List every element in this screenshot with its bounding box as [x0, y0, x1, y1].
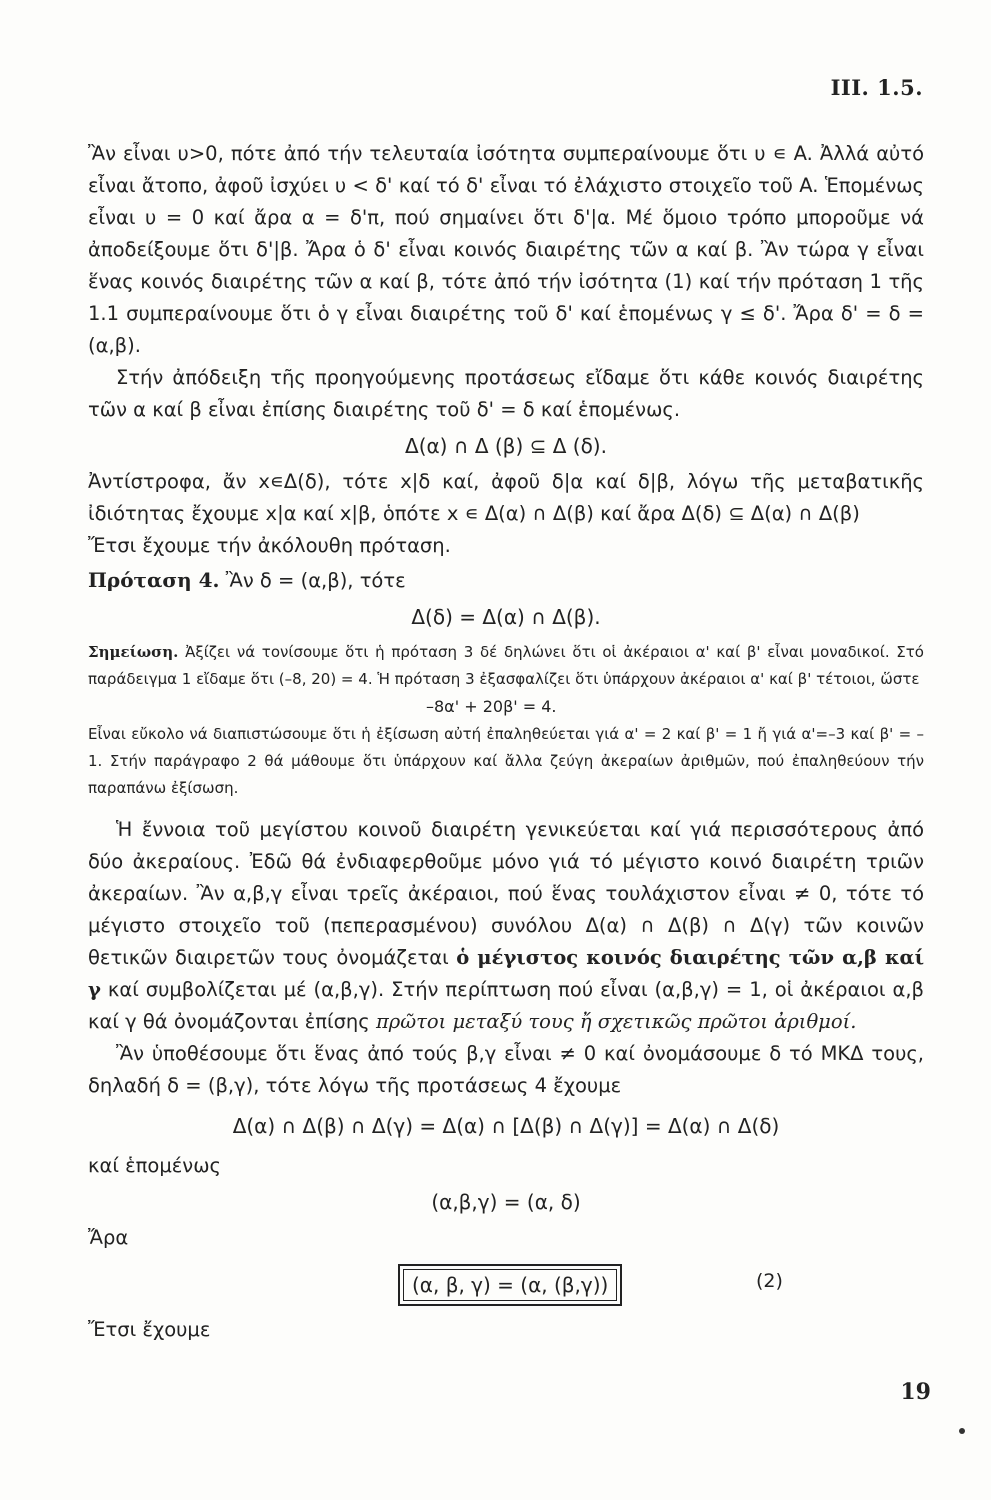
note-paragraph: [88, 639, 924, 693]
paragraph-proof-remark: Στήν ἀπόδειξη τῆς προηγούμενης προτάσεως εἴδαμε ὅτι κάθε κοινός διαιρέτης τῶν α καί β εἶναι ἐπίσης διαιρέτης τοῦ δ' = δ καί ἑπομένως.: [88, 366, 924, 421]
paragraph-assumption: Ἂν ὑποθέσουμε ὅτι ἕνας ἀπό τούς β,γ εἶναι ≠ 0 καί ὀνομάσουμε δ τό ΜΚΔ τους, δηλαδή δ = (β,γ), τότε λόγω τῆς προτάσεως 4 ἔχουμε: [88, 1042, 924, 1097]
label-so-we-have: Ἔτσι ἔχουμε: [88, 1318, 211, 1341]
proposition-title: Πρόταση 4.: [88, 568, 220, 592]
gcd-three-text-start: Ἡ ἔννοια τοῦ μεγίστου κοινοῦ διαιρέτη γενικεύεται καί γιά περισσότερους ἀπό δύο ἀκεραίους. Ἐδῶ θά ἐνδιαφερθοῦμε μόνο γιά τό μέγιστο κοινό διαιρέτη τριῶν ἀκεραίων. Ἂν α,β,γ εἶναι τρεῖς ἀκέραιοι, πού ἕνας τουλάχιστον εἶναι ≠ 0, τότε τό μέγιστο στοιχεῖο τοῦ (πεπερασμένου) συνόλου Δ(α) ∩ Δ(β) ∩ Δ(γ) τῶν κοινῶν θετικῶν διαιρετῶν τους ὀνομάζεται: [88, 818, 924, 969]
section-header: ΙΙΙ. 1.5.: [830, 75, 923, 100]
note-text-1: Ἀξίζει νά τονίσουμε ὅτι ἡ πρόταση 3 δέ δηλώνει ὅτι οἱ ἀκέραιοι α' καί β' εἶναι μοναδικοί. Στό παράδειγμα 1 εἴδαμε ὅτι (–8, 20) = 4. Ἡ πρόταση 3 ἐξασφαλίζει ὅτι ὑπάρχουν ἀκέραιοι α' καί β' τέτοιοι, ὥστε: [88, 643, 924, 688]
equation-number: (2): [756, 1270, 783, 1292]
equation-intersection: Δ(α) ∩ Δ(β) ∩ Δ(γ) = Δ(α) ∩ [Δ(β) ∩ Δ(γ)] = Δ(α) ∩ Δ(δ): [232, 1114, 780, 1138]
gcd-definition-term: ὁ μέγιστος κοινός διαιρέτης τῶν α,β καί γ: [88, 946, 925, 1001]
equation-gcd-reduction: (α,β,γ) = (α, δ): [431, 1190, 581, 1214]
gcd-three-text-mid: καί συμβολίζεται μέ (α,β,γ). Στήν περίπτωση πού εἶναι (α,β,γ) = 1, οἱ ἀκέραιοι α,β καί γ θά ὀνομάζονται ἐπίσης: [88, 978, 924, 1033]
proposition-text: Ἂν δ = (α,β), τότε: [225, 569, 406, 592]
label-and-consequently: καί ἑπομένως: [88, 1154, 221, 1177]
boxed-equation: (α, β, γ) = (α, (β,γ)): [398, 1264, 622, 1306]
paragraph-proof-continuation: Ἂν εἶναι υ>0, πότε ἀπό τήν τελευταία ἰσότητα συμπεραίνουμε ὅτι υ ∊ A. Ἀλλά αὐτό εἶναι ἄτοπο, ἀφοῦ ἰσχύει υ < δ' καί τό δ' εἶναι τό ἐλάχιστο στοιχεῖο τοῦ A. Ἑπομένως εἶναι υ = 0 καί ἄρα α = δ'π, πού σημαίνει ὅτι δ'|α. Μέ ὅμοιο τρόπο μποροῦμε νά ἀποδείξουμε ὅτι δ'|β. Ἄρα ὁ δ' εἶναι κοινός διαιρέτης τῶν α καί β. Ἂν τώρα γ εἶναι ἕνας κοινός διαιρέτης τῶν α καί β, τότε ἀπό τήν ἰσότητα (1) καί τήν πρόταση 1 τῆς 1.1 συμπεραίνουμε ὅτι ὁ γ εἶναι διαιρέτης τοῦ δ' καί ἑπομένως γ ≤ δ'. Ἄρα δ' = δ = (α,β).: [88, 142, 924, 357]
ink-dot-mark: [959, 1428, 965, 1434]
proposition-4: [88, 564, 924, 597]
page-content: [88, 138, 924, 1346]
page-number: 19: [900, 1379, 931, 1405]
note-title: Σημείωση.: [88, 643, 179, 661]
proposition-equation: Δ(δ) = Δ(α) ∩ Δ(β).: [411, 605, 601, 629]
equation-divisor-inclusion: Δ(α) ∩ Δ (β) ⊆ Δ (δ).: [405, 434, 607, 458]
boxed-equation-row: [88, 1258, 924, 1314]
coprime-term: πρῶτοι μεταξύ τους ἤ σχετικῶς πρῶτοι ἀριθμοί.: [375, 1010, 857, 1033]
paragraph-intro-proposition: Ἔτσι ἔχουμε τήν ἀκόλουθη πρόταση.: [88, 534, 451, 557]
label-therefore: Ἄρα: [88, 1226, 129, 1249]
paragraph-gcd-three: [88, 814, 924, 1038]
note-equation: –8α' + 20β' = 4.: [426, 697, 557, 716]
paragraph-converse: Ἀντίστροφα, ἄν x∊Δ(δ), τότε x|δ καί, ἀφοῦ δ|α καί δ|β, λόγω τῆς μεταβατικῆς ἰδιότητας ἔχουμε x|α καί x|β, ὁπότε x ∊ Δ(α) ∩ Δ(β) καί ἄρα Δ(δ) ⊆ Δ(α) ∩ Δ(β): [88, 470, 924, 525]
note-text-2: Εἶναι εὔκολο νά διαπιστώσουμε ὅτι ἡ ἐξίσωση αὐτή ἐπαληθεύεται γιά α' = 2 καί β' = 1 ἤ γιά α'=–3 καί β' = –1. Στήν παράγραφο 2 θά μάθουμε ὅτι ὑπάρχουν καί ἄλλα ζεύγη ἀκεραίων ἀριθμῶν, πού ἐπαληθεύουν τήν παραπάνω ἐξίσωση.: [88, 725, 924, 797]
